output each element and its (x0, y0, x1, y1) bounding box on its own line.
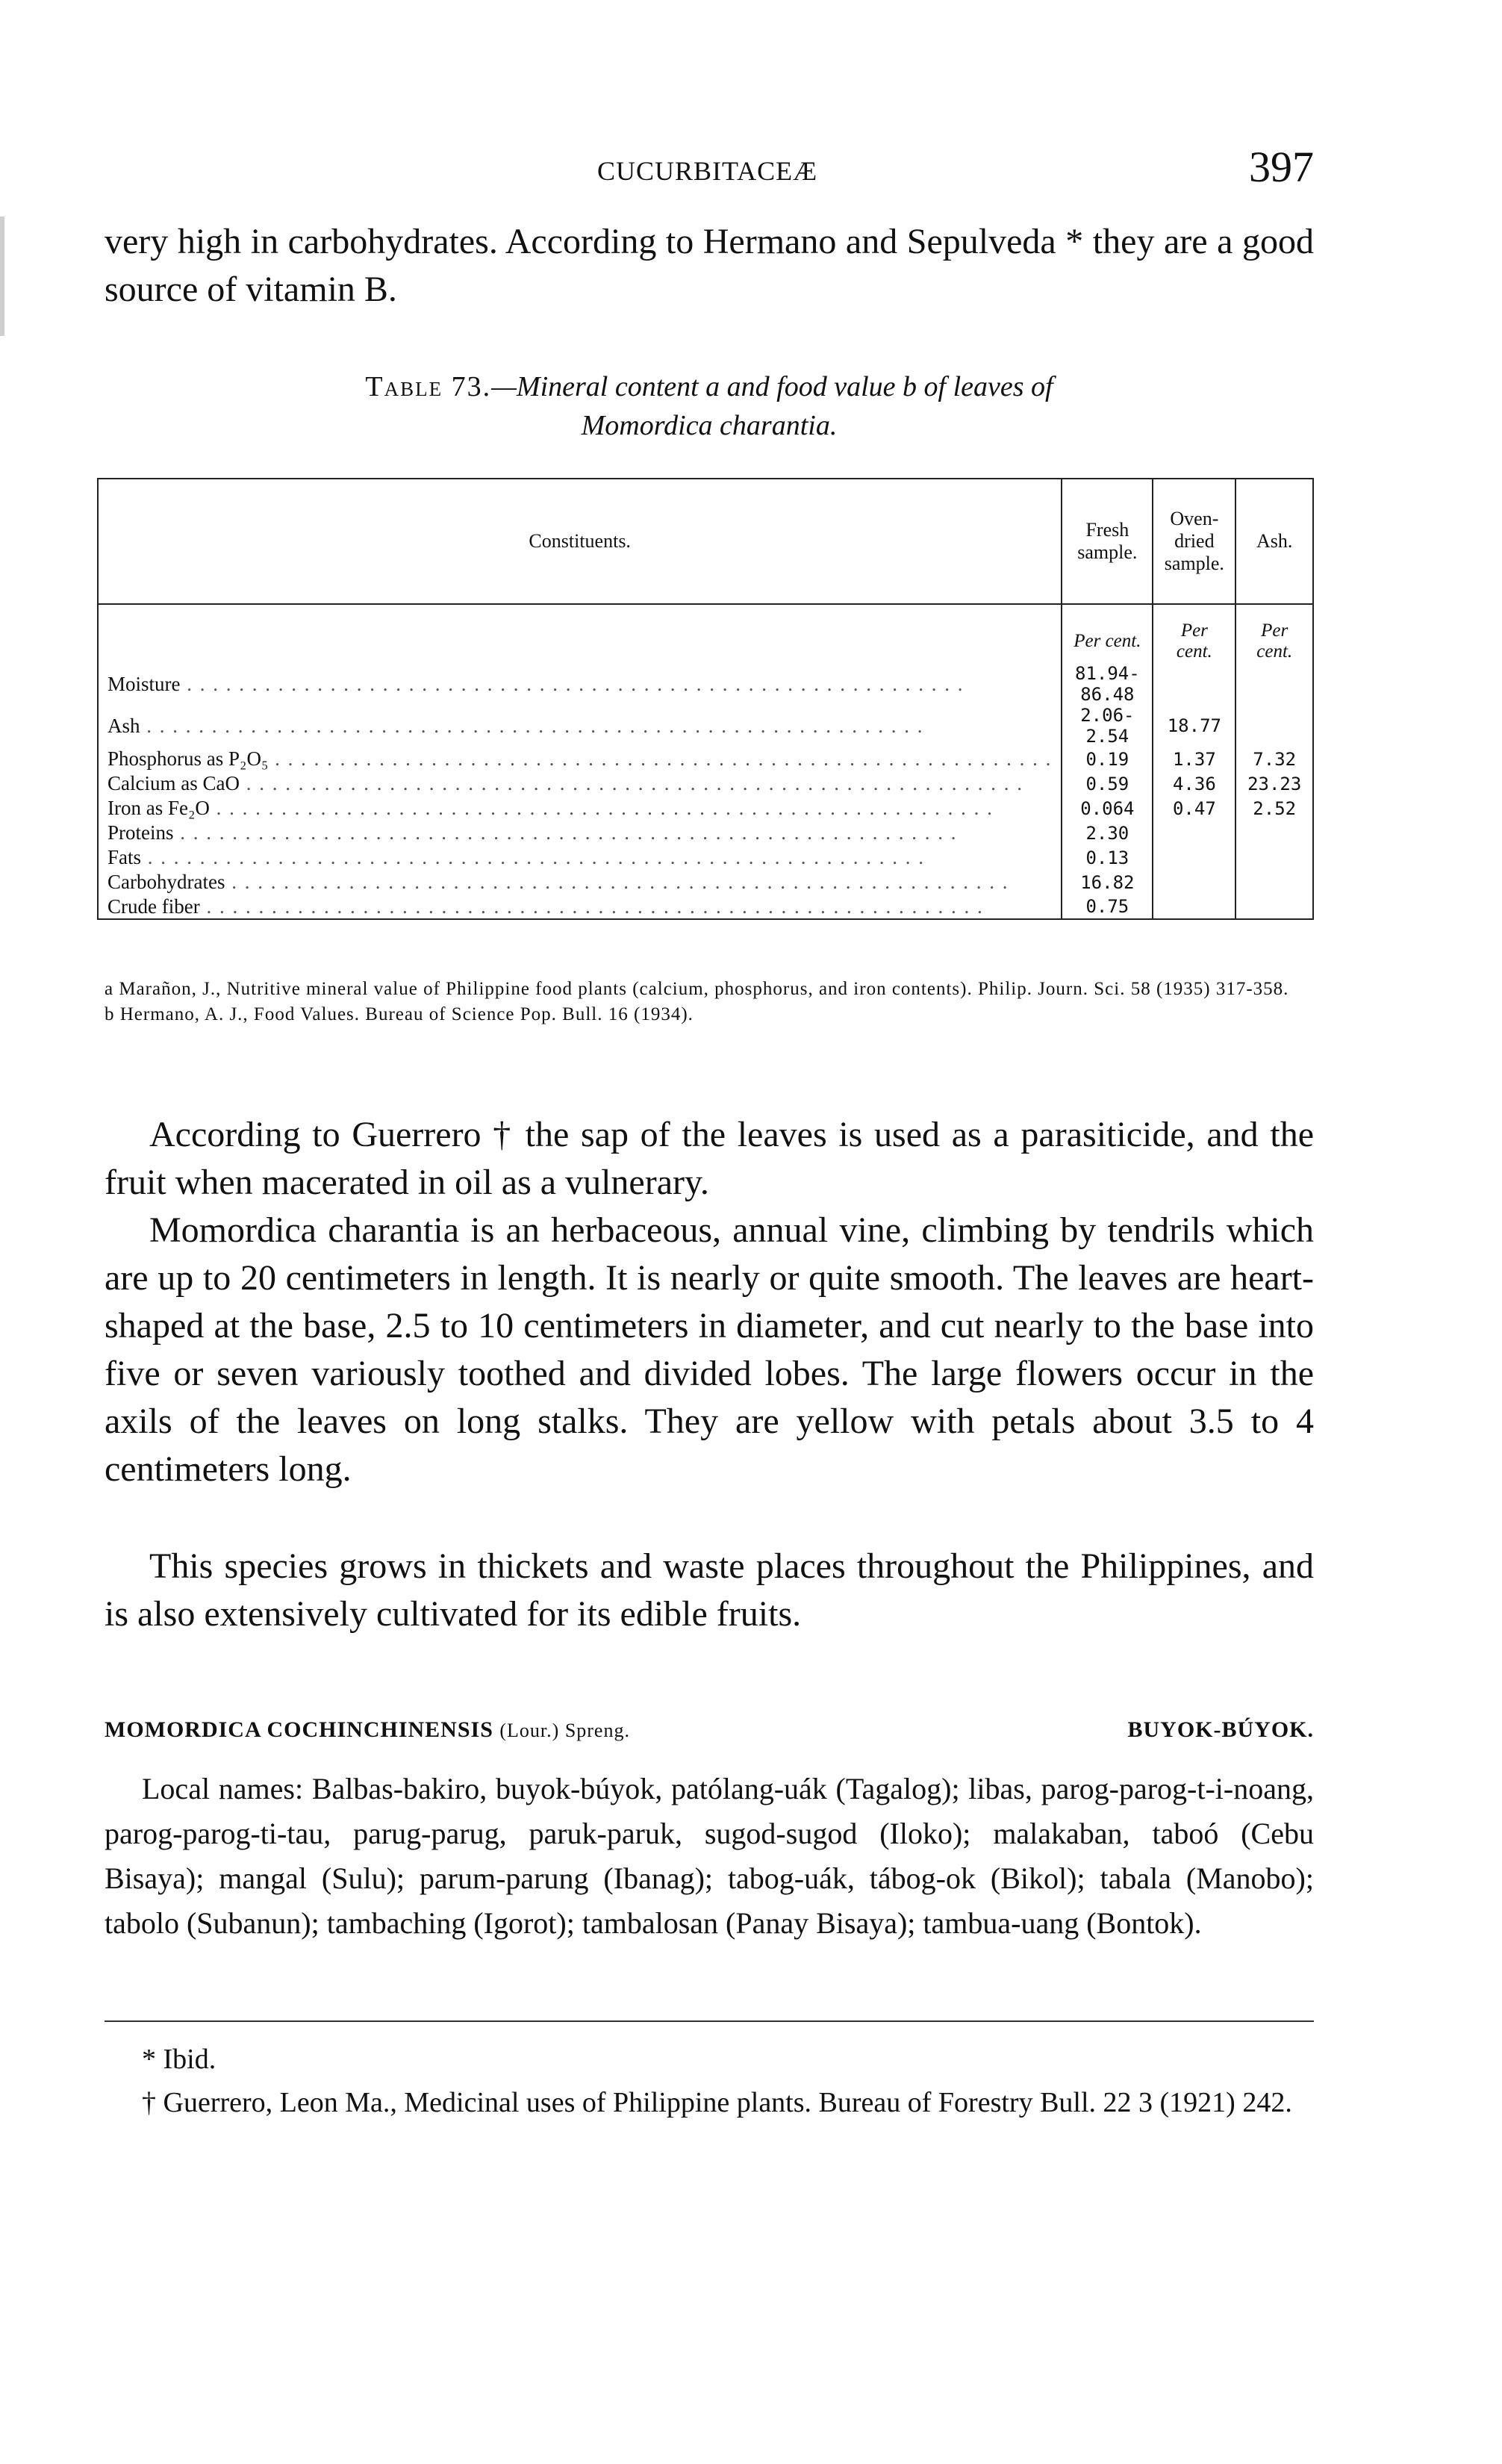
constituent-label: Fats (107, 846, 142, 868)
table-footnote-a: a Marañon, J., Nutritive mineral value of Philippine food plants (calcium, phosphorus, and iron contents). Philip. Journ. Sci. 58 (1935) 317-358. (105, 979, 1289, 999)
constituent-name (98, 796, 1062, 821)
constituent-name (98, 705, 1062, 747)
table-caption (105, 367, 1314, 445)
constituent-label: Ash (107, 714, 140, 737)
table-row (98, 845, 1313, 870)
ash-value (1235, 821, 1313, 845)
table-row (98, 796, 1313, 821)
constituent-label: Calcium as CaO (107, 772, 240, 794)
oven-dried-value: 4.36 (1153, 771, 1235, 796)
fresh-value: 2.30 (1062, 821, 1153, 845)
constituent-name (98, 663, 1062, 705)
table-footnotes (105, 977, 1314, 1027)
oven-dried-value (1153, 845, 1235, 870)
dot-leader: . . . . . . . . . . . . . . . . . . . . . . . . . . . . . . . . . . . . . . . . . . . . . . . . . . . . . . . . . . . . (180, 672, 965, 695)
constituent-name (98, 747, 1062, 771)
page-number: 397 (1249, 143, 1314, 191)
ash-value: 23.23 (1235, 771, 1313, 796)
dot-leader: . . . . . . . . . . . . . . . . . . . . . . . . . . . . . . . . . . . . . . . . . . . . . . . . . . . . . . . . . . . . (173, 821, 958, 844)
oven-dried-value (1153, 821, 1235, 845)
table-row (98, 663, 1313, 705)
header-constituents: Constituents. (98, 479, 1062, 604)
species-common-name: BUYOK-BÚYOK. (1127, 1717, 1314, 1742)
constituent-name (98, 845, 1062, 870)
paragraph-carbohydrates: very high in carbohydrates. According to Hermano and Sepulveda * they are a good source of vitamin B. (105, 222, 1314, 309)
table-header-row (98, 479, 1313, 604)
ash-value (1235, 870, 1313, 895)
header-fresh-sample: Fresh sample. (1062, 479, 1153, 604)
constituent-name (98, 771, 1062, 796)
scan-edge-mark (0, 217, 4, 336)
table-row (98, 747, 1313, 771)
table-caption-text: —Mineral content a and food value b of leaves of (491, 371, 1053, 402)
oven-dried-value (1153, 870, 1235, 895)
oven-dried-value (1153, 663, 1235, 705)
constituent-label: Moisture (107, 672, 181, 695)
dot-leader: . . . . . . . . . . . . . . . . . . . . . . . . . . . . . . . . . . . . . . . . . . . . . . . . . . . . . . . . . . . . (141, 846, 926, 868)
constituent-name (98, 870, 1062, 895)
unit-ash: Per cent. (1235, 604, 1313, 663)
table-row (98, 821, 1313, 845)
fresh-value: 0.75 (1062, 895, 1153, 919)
paragraph-distribution: This species grows in thickets and waste places throughout the Philippines, and is also extensively cultivated for its edible fruits. (105, 1546, 1314, 1634)
dot-leader: . . . . . . . . . . . . . . . . . . . . . . . . . . . . . . . . . . . . . . . . . . . . . . . . . . . . . . . . . . . . (268, 747, 1053, 770)
oven-dried-value: 0.47 (1153, 796, 1235, 821)
dot-leader: . . . . . . . . . . . . . . . . . . . . . . . . . . . . . . . . . . . . . . . . . . . . . . . . . . . . . . . . . . . . (225, 871, 1009, 893)
table-row (98, 771, 1313, 796)
footnote-guerrero: † Guerrero, Leon Ma., Medicinal uses of Philippine plants. Bureau of Forestry Bull. 22 3 (1921) 242. (142, 2087, 1292, 2118)
oven-dried-value (1153, 895, 1235, 919)
constituent-name (98, 821, 1062, 845)
footnote-ibid: * Ibid. (142, 2044, 216, 2075)
paragraph-guerrero: According to Guerrero † the sap of the leaves is used as a parasiticide, and the fruit when macerated in oil as a vulnerary. (105, 1115, 1314, 1202)
running-title: CUCURBITACEÆ (597, 156, 818, 186)
fresh-value: 2.06- 2.54 (1062, 705, 1153, 747)
dot-leader: . . . . . . . . . . . . . . . . . . . . . . . . . . . . . . . . . . . . . . . . . . . . . . . . . . . . . . . . . . . . (140, 714, 924, 737)
dot-leader: . . . . . . . . . . . . . . . . . . . . . . . . . . . . . . . . . . . . . . . . . . . . . . . . . . . . . . . . . . . . (199, 895, 984, 918)
oven-dried-value: 1.37 (1153, 747, 1235, 771)
table-row (98, 705, 1313, 747)
fresh-value: 81.94-86.48 (1062, 663, 1153, 705)
fresh-value: 0.59 (1062, 771, 1153, 796)
unit-fresh: Per cent. (1062, 604, 1153, 663)
constituent-label: Proteins (107, 821, 174, 844)
fresh-value: 0.13 (1062, 845, 1153, 870)
unit-oven: Per cent. (1153, 604, 1235, 663)
mineral-content-table (97, 478, 1314, 920)
species-heading (105, 1717, 1314, 1743)
table-caption-species: Momordica charantia. (581, 410, 838, 441)
constituent-label: Crude fiber (107, 895, 200, 918)
ash-value (1235, 663, 1313, 705)
table-caption-label: Table 73. (365, 371, 492, 402)
ash-value (1235, 705, 1313, 747)
paragraph-description: Momordica charantia is an herbaceous, annual vine, climbing by tendrils which are up to 20 centimeters in length. It is nearly or quite smooth. The leaves are heart-shaped at the base, 2.5 to 10 centimeters in diameter, and cut nearly to the base into five or seven variously toothed and divided lobes. The large flowers occur in the axils of the leaves on long stalks. They are yellow with petals about 3.5 to 4 centimeters long. (105, 1210, 1314, 1489)
constituent-name (98, 895, 1062, 919)
fresh-value: 0.064 (1062, 796, 1153, 821)
table-row (98, 870, 1313, 895)
ash-value: 7.32 (1235, 747, 1313, 771)
running-head (105, 142, 1314, 202)
species-authority: (Lour.) Spreng. (499, 1720, 630, 1741)
table-row (98, 895, 1313, 919)
header-oven-dried-sample: Oven-dried sample. (1153, 479, 1235, 604)
footnote-rule (105, 2020, 1314, 2022)
ash-value (1235, 895, 1313, 919)
constituent-label: Phosphorus as P₂O₅ (107, 747, 269, 770)
fresh-value: 0.19 (1062, 747, 1153, 771)
ash-value (1235, 845, 1313, 870)
ash-value: 2.52 (1235, 796, 1313, 821)
oven-dried-value: 18.77 (1153, 705, 1235, 747)
species-name: MOMORDICA COCHINCHINENSIS (105, 1717, 493, 1742)
constituent-label: Iron as Fe₂O (107, 797, 210, 819)
fresh-value: 16.82 (1062, 870, 1153, 895)
constituent-label: Carbohydrates (107, 871, 225, 893)
table-unit-row (98, 604, 1313, 663)
local-names-paragraph: Local names: Balbas-bakiro, buyok-búyok, patólang-uák (Tagalog); libas, parog-parog-t-i-noang, parog-parog-ti-tau, parug-parug, paruk-paruk, sugod-sugod (Iloko); malakaban, taboó (Cebu Bisaya); mangal (Sulu); parum-parung (Ibanag); tabog-uák, tábog-ok (Bikol); tabala (Manobo); tabolo (Subanun); tambaching (Igorot); tambalosan (Panay Bisaya); tambua-uang (Bontok). (105, 1772, 1314, 1940)
header-ash: Ash. (1235, 479, 1313, 604)
table-footnote-b: b Hermano, A. J., Food Values. Bureau of Science Pop. Bull. 16 (1934). (105, 1004, 694, 1024)
dot-leader: . . . . . . . . . . . . . . . . . . . . . . . . . . . . . . . . . . . . . . . . . . . . . . . . . . . . . . . . . . . . (239, 772, 1023, 794)
dot-leader: . . . . . . . . . . . . . . . . . . . . . . . . . . . . . . . . . . . . . . . . . . . . . . . . . . . . . . . . . . . . (209, 797, 994, 819)
